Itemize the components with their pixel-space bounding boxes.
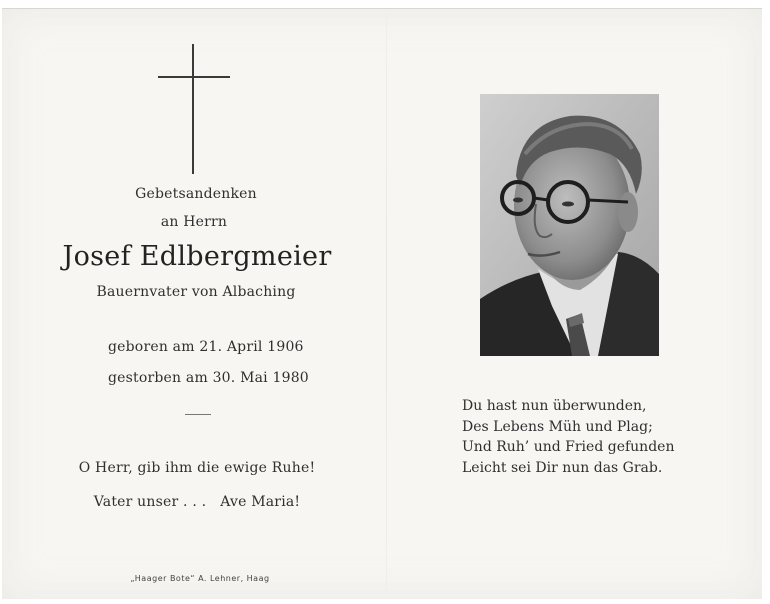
birth-date: geboren am 21. April 1906	[108, 339, 304, 355]
separator-dash	[185, 414, 211, 415]
poem-line: Und Ruh’ und Fried gefunden	[462, 439, 675, 455]
portrait-photo	[480, 94, 659, 356]
prayer-line-1: O Herr, gib ihm die ewige Ruhe!	[78, 460, 316, 476]
card-fold	[386, 9, 387, 599]
death-date: gestorben am 30. Mai 1980	[108, 370, 309, 386]
deceased-name: Josef Edlbergmeier	[62, 241, 332, 272]
portrait-image	[480, 94, 659, 356]
prayer-line-2: Vater unser . . . Ave Maria!	[93, 494, 301, 510]
heading-to-mister: an Herrn	[160, 214, 228, 230]
poem-line: Du hast nun überwunden,	[462, 398, 647, 414]
cross-icon	[192, 44, 194, 174]
memorial-poem	[462, 396, 674, 478]
deceased-role: Bauernvater von Albaching	[96, 284, 296, 300]
printer-imprint: „Haager Bote“ A. Lehner, Haag	[130, 574, 270, 583]
poem-line: Des Lebens Müh und Plag;	[462, 418, 653, 435]
heading-remembrance: Gebetsandenken	[135, 186, 257, 202]
poem-line: Leicht sei Dir nun das Grab.	[462, 459, 663, 476]
cross-icon-bar	[158, 76, 230, 78]
